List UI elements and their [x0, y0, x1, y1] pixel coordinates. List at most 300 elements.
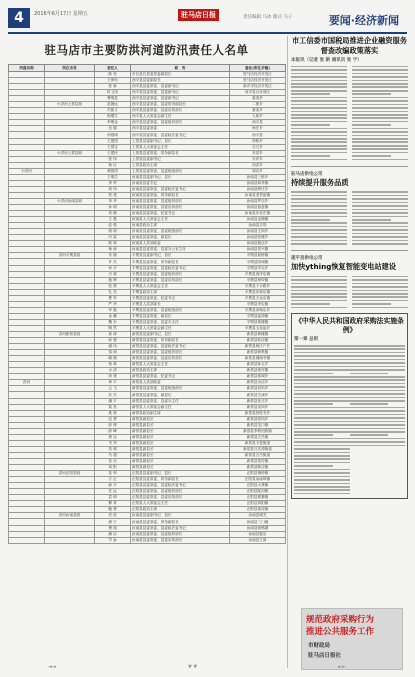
text-line [350, 434, 389, 436]
cell-person: 俞 平 [95, 483, 131, 489]
cell-note: 新蔡县余店乡 [230, 380, 286, 386]
cell-note: 西平县 [230, 132, 286, 138]
text-line [294, 369, 350, 371]
text-line [294, 483, 350, 485]
text-line [350, 348, 406, 350]
text-line [352, 290, 408, 292]
cell-note: 驻马店经济开发区 [230, 72, 286, 78]
text-line [352, 233, 408, 235]
text-line [294, 486, 350, 488]
page-number: 4 [8, 8, 30, 28]
text-line [291, 124, 330, 126]
text-line [294, 355, 350, 357]
text-line [352, 307, 408, 309]
text-line [352, 300, 408, 302]
text-line [352, 128, 408, 130]
cell-county: 洪河平舆县段 [45, 253, 95, 259]
cell-person: 刘 宝庆 [95, 90, 131, 96]
cell-position: 新蔡县县委常委、县委统战部长 [131, 386, 230, 392]
cell-position: 汝南县县委常委、县委政法委书记 [131, 186, 230, 192]
cell-note: 汝南县三门闸 [230, 519, 286, 525]
cell-note: 新蔡县宋岗乡 [230, 404, 286, 410]
text-line [294, 400, 350, 402]
cell-person: 张 伟 [95, 156, 131, 162]
cell-person: 邹 明 [95, 350, 131, 356]
cell-person: 柳 青 [95, 501, 131, 507]
text-line [291, 90, 347, 92]
cell-note: 新蔡县古吕镇 [230, 434, 286, 440]
cell-person: 张 新 [95, 84, 131, 90]
header-county: 所在市县 [45, 65, 95, 72]
cell-note: 百尺乡 [230, 144, 286, 150]
text-line [291, 205, 347, 207]
cell-position: 西平县县委常委、县委政法委书记 [131, 132, 230, 138]
cell-position: 汝南县县委副书记、县长 [131, 174, 230, 180]
cell-note: 汝南县王岗 [230, 537, 286, 543]
text-line [291, 148, 347, 150]
cell-person: 唐 宁 [95, 519, 131, 525]
cell-note: 驻马店经济开发区 [230, 78, 286, 84]
divider [291, 166, 408, 167]
cell-note: 汝南县留盆镇 [230, 205, 286, 211]
text-line [291, 111, 347, 113]
text-line [350, 417, 406, 419]
text-line [352, 111, 408, 113]
text-line [294, 438, 350, 440]
cell-note: 新蔡县弥陀寺乡 [230, 410, 286, 416]
text-line [291, 141, 347, 143]
text-line [291, 97, 347, 99]
cell-person: 韦 华 [95, 440, 131, 446]
cell-note: 平舆县阳城镇 [230, 259, 286, 265]
cell-position: 新蔡县人大常委会副主任 [131, 404, 230, 410]
cell-person: 李 军 [95, 180, 131, 186]
article4-lead: 第一章 总则 [294, 337, 319, 343]
text-line [352, 114, 408, 116]
text-line [350, 397, 406, 399]
cell-position: 平舆县县委副书记、县长 [131, 253, 230, 259]
text-line [291, 303, 330, 305]
text-line [350, 379, 406, 381]
text-line [291, 226, 347, 228]
cell-person: 许 杰 [95, 259, 131, 265]
text-line [352, 86, 408, 88]
text-line [291, 290, 347, 292]
cell-person: 陈 林 [95, 241, 131, 247]
cell-note: 新蔡县李桥回族镇 [230, 428, 286, 434]
cell-position: 平舆县人大常委会主任 [131, 283, 230, 289]
cell-note: 东洪乡 [230, 150, 286, 156]
cell-person: 杨 红 [95, 162, 131, 168]
footer-center: ▼ ▼ [188, 664, 198, 670]
article3-col-left [291, 274, 347, 310]
cell-position: 汝南县县委常委、副县长 [131, 235, 230, 241]
cell-person: 曹明显 [95, 96, 131, 102]
text-line [291, 131, 347, 133]
cell-position: 新蔡县副县长 [131, 422, 230, 428]
cell-note: 平舆县万金店镇 [230, 295, 286, 301]
article4-title: 《中华人民共和国政府采购法实施条例》 [295, 317, 404, 335]
cell-note: 平舆县十字路乡 [230, 283, 286, 289]
cell-person: 陶 然 [95, 325, 131, 331]
text-line [350, 359, 406, 361]
cell-note: 汝南县常兴镇 [230, 247, 286, 253]
promo-line4: 驻马店日报社 [308, 653, 342, 659]
cell-note: 汝南县韩庄乡 [230, 186, 286, 192]
cell-person: 云 飞 [95, 386, 131, 392]
text-line [294, 376, 350, 378]
cell-position: 汝南县县委副书记、县长 [131, 513, 230, 519]
cell-county [45, 537, 95, 543]
cell-person: 魏 东 [95, 319, 131, 325]
text-line [291, 128, 347, 130]
cell-position: 新蔡县副县长 [131, 452, 230, 458]
text-line [291, 229, 347, 231]
cell-note: 平舆县玉皇庙乡 [230, 325, 286, 331]
header-position: 职 务 [131, 65, 230, 72]
text-line [350, 393, 406, 395]
cell-note: 重渠乡 [230, 96, 286, 102]
footer-right: ►► [338, 664, 346, 670]
cell-note: 汝南县罗店乡 [230, 198, 286, 204]
text-line [294, 345, 350, 347]
text-line [350, 373, 389, 375]
cell-position: 上蔡县县委副书记 [131, 156, 230, 162]
cell-person: 张 勇 [95, 283, 131, 289]
text-line [291, 283, 347, 285]
cell-person: 凤 阳 [95, 465, 131, 471]
cell-county: 洪河汝南县段 [45, 513, 95, 519]
cell-note: 二郎乡 [230, 102, 286, 108]
text-line [352, 66, 408, 68]
cell-note: 新蔡县陈店镇 [230, 465, 286, 471]
text-line [350, 445, 406, 447]
cell-note: 平舆县庙湾镇 [230, 313, 286, 319]
cell-note: 正阳县汝南埠镇 [230, 477, 286, 483]
cell-position: 正阳县县委常委、县委宣传部长 [131, 495, 230, 501]
text-line [291, 152, 347, 154]
cell-person: 葛 亮 [95, 404, 131, 410]
promo-line2: 推进公共服务工作 [306, 627, 375, 637]
cell-position: 上蔡县政协主席 [131, 162, 230, 168]
text-line [291, 279, 347, 281]
text-line [291, 236, 347, 238]
cell-person: 严 华 [95, 301, 131, 307]
article3-source: 遂平县供电公司 [291, 255, 323, 261]
cell-position: 汝南县县委常委、县委政法委书记 [131, 525, 230, 531]
cell-position: 西平县人大常委会副主任 [131, 114, 230, 120]
cell-note: 汝南县板店 [230, 531, 286, 537]
text-line [294, 469, 350, 471]
text-line [350, 383, 406, 385]
text-line [294, 428, 350, 430]
cell-position: 新蔡县人大常委会主任 [131, 362, 230, 368]
cell-person: 李明金 [95, 120, 131, 126]
cell-note: 汝南县老君庙镇 [230, 192, 286, 198]
column-divider [287, 36, 288, 668]
cell-position: 汝南县县委常委、县委宣传部长 [131, 205, 230, 211]
text-line [352, 69, 408, 71]
text-line [350, 376, 406, 378]
cell-person: 花 荣 [95, 471, 131, 477]
text-line [352, 76, 408, 78]
text-line [352, 121, 408, 123]
cell-person: 孔 亮 [95, 289, 131, 295]
cell-note: 平舆县郭楼镇 [230, 319, 286, 325]
cell-position: 平舆县县委常委、副县长 [131, 313, 230, 319]
cell-note: 汝南县王岗乡 [230, 229, 286, 235]
text-line [352, 229, 408, 231]
cell-person: 章 平 [95, 380, 131, 386]
cell-person: 范 勇 [95, 416, 131, 422]
cell-position: 新蔡县副县长 [131, 416, 230, 422]
cell-person: 谢 伟 [95, 344, 131, 350]
cell-person: 施 辉 [95, 277, 131, 283]
text-line [350, 407, 406, 409]
text-line [291, 69, 347, 71]
cell-person: 何 平 [95, 265, 131, 271]
text-line [352, 73, 408, 75]
cell-position: 汝南县县委常委、县委组织部长 [131, 198, 230, 204]
cell-note: 汝南县城关 [230, 513, 286, 519]
article4-col-right [350, 343, 406, 496]
cell-position: 西平县县委常委、县委副书记 [131, 90, 230, 96]
cell-note: 新蔡县月亮湾街道 [230, 446, 286, 452]
text-line [291, 138, 347, 140]
cell-person: 吴 健 [95, 126, 131, 132]
cell-note: 人和乡 [230, 114, 286, 120]
text-line [352, 159, 408, 161]
cell-position: 汝南县县委常委、县委组织部长 [131, 531, 230, 537]
text-line [294, 458, 350, 460]
cell-note: 新蔡县杨庄户乡 [230, 344, 286, 350]
text-line [294, 493, 350, 495]
cell-person: 潘 宇 [95, 398, 131, 404]
cell-person: 岑 参 [95, 537, 131, 543]
cell-river [9, 537, 45, 543]
cell-county: 洪河新蔡县段 [45, 332, 95, 338]
cell-person: 喻 刚 [95, 356, 131, 362]
text-line [352, 93, 391, 95]
cell-person: 姜 涛 [95, 332, 131, 338]
cell-position: 正阳县县委副书记、县长 [131, 471, 230, 477]
cell-person: 金 鹏 [95, 313, 131, 319]
text-line [294, 390, 350, 392]
cell-note: 新蔡县龙口镇 [230, 422, 286, 428]
cell-position: 平舆县县委常委、县委办主任 [131, 319, 230, 325]
cell-note: 汝南县和孝镇 [230, 180, 286, 186]
list-title: 驻马店市主要防洪河道防汛责任人名单 [44, 43, 249, 57]
text-line [352, 283, 408, 285]
text-line [352, 135, 408, 137]
cell-note: 平舆县高杨店乡 [230, 307, 286, 313]
text-line [291, 93, 330, 95]
text-line [352, 90, 408, 92]
issue-date: 2016年6月17日 星期五 [34, 11, 88, 17]
text-line [352, 117, 408, 119]
article1-col-left [291, 64, 347, 162]
text-line [294, 373, 333, 375]
cell-position: 新蔡县县委常委、纪委书记 [131, 374, 230, 380]
text-line [291, 66, 347, 68]
text-line [294, 441, 350, 443]
cell-person: 任 远 [95, 489, 131, 495]
text-line [291, 216, 347, 218]
cell-note: 平舆县辛店乡 [230, 265, 286, 271]
cell-position: 正阳县人大常委会主任 [131, 501, 230, 507]
cell-person: 马 超 [95, 452, 131, 458]
text-line [291, 296, 347, 298]
cell-note: 新蔡县韩集镇 [230, 350, 286, 356]
cell-note: 新蔡县顿岗乡 [230, 416, 286, 422]
article1-body [291, 64, 408, 162]
text-line [352, 138, 408, 140]
cell-person: 陈 莹 [95, 72, 131, 78]
cell-position: 新蔡县县委常委、常务副县长 [131, 338, 230, 344]
section-title: 要闻·经济新闻 [328, 14, 399, 27]
cell-county: 小洪河汝南县段 [45, 198, 95, 204]
article2-col-right [352, 190, 408, 247]
text-line [291, 300, 347, 302]
article1-title: 市工信委市国税局推进企业融资服务督查改编政策落实 [291, 36, 407, 55]
cell-person: 华 磊 [95, 307, 131, 313]
text-line [294, 386, 350, 388]
text-line [294, 410, 350, 412]
cell-note: 汝南县张楼乡 [230, 235, 286, 241]
text-line [350, 390, 406, 392]
text-line [291, 276, 347, 278]
text-line [294, 431, 350, 433]
text-line [352, 80, 408, 82]
editor-info: 责任编辑 马冰 版式 马子 [243, 15, 293, 20]
cell-position: 正阳县县委常委、县委组织部长 [131, 489, 230, 495]
text-line [350, 424, 406, 426]
text-line [350, 410, 406, 412]
cell-note: 正阳县铜钟镇 [230, 471, 286, 477]
text-line [350, 431, 406, 433]
cell-person: 杨 涛 [95, 247, 131, 253]
cell-position: 西平县县委副县长 [131, 78, 230, 84]
text-line [291, 80, 347, 82]
cell-person: 彭 博 [95, 422, 131, 428]
cell-position: 汝南县县委常委、县委办公室主任 [131, 247, 230, 253]
article4-col-left [294, 343, 350, 496]
text-line [291, 83, 347, 85]
cell-person: 孙 明 [95, 205, 131, 211]
cell-position: 新蔡县副县长 [131, 465, 230, 471]
cell-person: 曹 军 [95, 295, 131, 301]
text-line [294, 379, 350, 381]
text-line [352, 219, 391, 221]
cell-person: 郎 峰 [95, 428, 131, 434]
text-line [291, 121, 347, 123]
text-line [291, 195, 347, 197]
cell-river: 洪河 [9, 380, 45, 386]
text-line [352, 195, 408, 197]
article3-body [291, 274, 408, 310]
text-line [294, 472, 350, 474]
cell-position: 平舆县人武部部长 [131, 301, 230, 307]
text-line [291, 209, 347, 211]
cell-person: 钱 明 [95, 229, 131, 235]
promo-banner [301, 608, 403, 670]
text-line [294, 393, 350, 395]
text-line [291, 104, 347, 106]
text-line [291, 114, 347, 116]
cell-person: 周 伟 [95, 186, 131, 192]
cell-position: 汝南县县委常委、县委宣传部长 [131, 537, 230, 543]
text-line [350, 438, 406, 440]
cell-position: 西平县县委常委 [131, 126, 230, 132]
cell-position: 新蔡县县委常委、县委办主任 [131, 398, 230, 404]
article2-title: 持续提升服务品质 [291, 177, 349, 187]
text-line [352, 191, 408, 193]
cell-person: 方 正 [95, 477, 131, 483]
text-line [291, 135, 347, 137]
table-row [9, 537, 286, 543]
text-line [294, 445, 350, 447]
cell-position: 正阳县县委常委、常务副县长 [131, 477, 230, 483]
text-line [352, 216, 408, 218]
cell-note: 新蔡县棠村镇 [230, 459, 286, 465]
cell-position: 上蔡县人大常委会主任 [131, 144, 230, 150]
cell-person: 孙强城 [95, 132, 131, 138]
text-line [291, 155, 330, 157]
cell-note: 西洪乡 [230, 162, 286, 168]
cell-note: 正阳县寒冻镇 [230, 507, 286, 513]
cell-position: 新蔡县副县长 [131, 428, 230, 434]
cell-person: 李 华 [95, 198, 131, 204]
cell-position: 上蔡县县委常委、常务副县长 [131, 150, 230, 156]
cell-person: 廉 洁 [95, 531, 131, 537]
cell-position: 西平县县委常委、县委副书记 [131, 84, 230, 90]
cell-note: 汝南县金铺镇 [230, 217, 286, 223]
page-footer [8, 664, 407, 672]
cell-person: 奚 晨 [95, 410, 131, 416]
text-line [352, 97, 408, 99]
cell-note: 正阳县大林镇 [230, 483, 286, 489]
cell-person: 朱 刚 [95, 253, 131, 259]
text-line [352, 198, 408, 200]
text-line [291, 233, 347, 235]
article3-col-right [352, 274, 408, 310]
cell-person: 程增生 [95, 114, 131, 120]
cell-note: 平舆县西洋店镇 [230, 271, 286, 277]
footer-left: ◄◄ [48, 664, 56, 670]
article1-lead: 本报讯（记者 张 新 通讯员 张 宁） [291, 58, 362, 63]
text-line [352, 293, 408, 295]
cell-position: 平舆县县委常委、县委统战部长 [131, 307, 230, 313]
text-line [352, 155, 391, 157]
cell-person: 昌 明 [95, 446, 131, 452]
cell-position: 正阳县县委常委、县委政法委书记 [131, 483, 230, 489]
text-line [294, 383, 350, 385]
text-line [294, 352, 350, 354]
cell-position: 新蔡县县委常委、县委组织部长 [131, 350, 230, 356]
cell-position: 西平县县委常委、县委宣传部长 [131, 108, 230, 114]
text-line [352, 104, 408, 106]
cell-person: 窦 建 [95, 374, 131, 380]
cell-note: 正阳县陡沟镇 [230, 489, 286, 495]
regulation-box [291, 313, 408, 499]
text-line [350, 345, 406, 347]
text-line [294, 362, 350, 364]
text-line [291, 202, 347, 204]
text-line [291, 159, 347, 161]
cell-person: 王建民 [95, 150, 131, 156]
cell-person: 鲁 达 [95, 434, 131, 440]
cell-position: 市长县长县委常委副县长 [131, 72, 230, 78]
